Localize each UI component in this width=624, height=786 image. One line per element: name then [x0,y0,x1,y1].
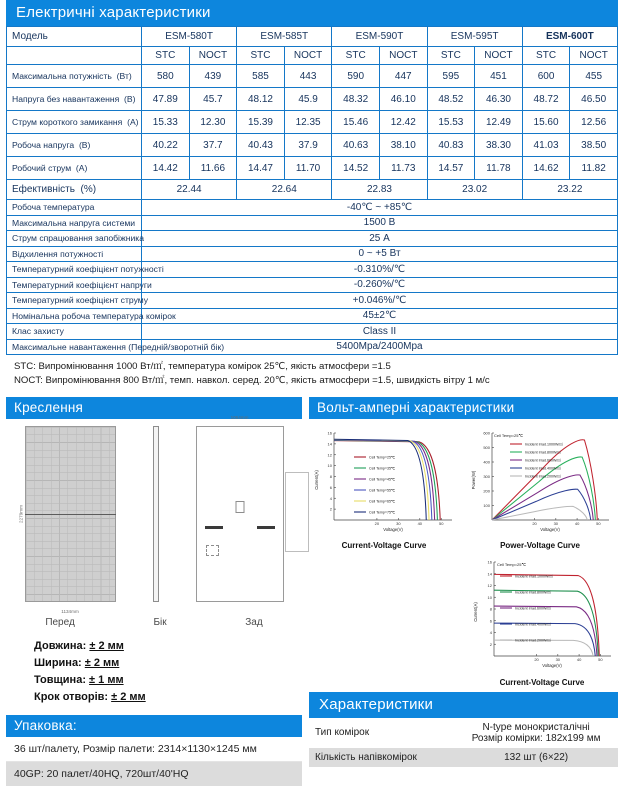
table-cell: 11.70 [284,157,332,180]
table-cell: 15.33 [142,111,190,134]
chart-pv-svg [464,425,616,543]
table-row [7,134,618,157]
table-cell: 585 [237,65,285,88]
condition-header: STC [237,47,285,65]
back-view-figure [196,414,284,602]
svg-text:40: 40 [417,520,423,526]
side-view-panel [153,426,159,602]
table-cell: 15.60 [522,111,570,134]
table-cell: 12.56 [570,111,618,134]
svg-text:4: 4 [329,495,332,501]
condition-header: STC [427,47,475,65]
table-cell: 14.52 [332,157,380,180]
front-view-figure [17,426,116,614]
svg-text:300: 300 [483,473,490,479]
table-cell: 40.43 [237,134,285,157]
svg-text:4: 4 [489,629,492,635]
svg-text:20: 20 [374,520,380,526]
svg-text:Voltage(V): Voltage(V) [383,526,403,532]
table-cell: 45±2℃ [142,308,618,324]
svg-text:12: 12 [487,582,492,588]
row-label: Максимальне навантаження (Передній/зворотній бік) [7,339,142,355]
packaging-row-container: 40GP: 20 палет/40HQ, 720шт/40'HQ [6,762,302,786]
chart-series-line [494,606,597,656]
table-cell: 40.22 [142,134,190,157]
table-row-conditions [7,47,618,65]
table-cell: 590 [332,65,380,88]
table-row-spec [7,324,618,340]
legend-label: Cell Temp=75℃ [369,510,396,515]
svg-text:12: 12 [327,452,332,458]
chart-pv-caption: Power-Voltage Curve [500,540,580,550]
packaging-banner: Упаковка: [6,715,302,737]
table-cell: 600 [522,65,570,88]
table-cell: 12.42 [379,111,427,134]
chart-current-voltage-temp [309,425,459,550]
svg-text:Voltage(V): Voltage(V) [542,662,562,668]
table-cell: 25 А [142,231,618,247]
svg-text:40: 40 [576,656,582,662]
table-cell: 451 [475,65,523,88]
row-label: Температурний коефіцієнт напруги [7,277,142,293]
legend-label: Incident Irrad.600W/㎡ [525,458,561,463]
table-row [7,88,618,111]
table-cell: +0.046%/℃ [142,293,618,309]
iv-section [309,397,618,786]
row-label: Номінальна робоча температура комірок [7,308,142,324]
svg-text:2: 2 [489,641,492,647]
front-dim-top [25,415,116,420]
iv-charts-bottom [309,550,618,687]
table-cell: 48.32 [332,88,380,111]
svg-text:40: 40 [574,520,580,526]
legend-label: Incident Irrad.1000W/㎡ [515,574,553,579]
table-cell: 11.73 [379,157,427,180]
condition-header: NOCT [570,47,618,65]
model-label: Модель [7,27,142,47]
row-label: Максимальна напруга системи [7,215,142,231]
svg-text:20: 20 [534,656,539,662]
packaging-section [6,715,302,786]
table-cell: 580 [142,65,190,88]
svg-text:600: 600 [483,430,490,436]
svg-text:10: 10 [327,462,332,468]
table-cell: 439 [189,65,237,88]
table-cell: 12.49 [475,111,523,134]
table-cell: 443 [284,65,332,88]
svg-text:Cell Temp=25℃: Cell Temp=25℃ [497,561,526,567]
iv-banner: Вольт-амперні характеристики [309,397,618,419]
condition-header: NOCT [475,47,523,65]
svg-text:2: 2 [329,506,332,512]
table-row-spec [7,215,618,231]
legend-label: Cell Temp=35℃ [369,466,396,471]
legend-label: Incident Irrad.200W/㎡ [515,638,551,643]
svg-text:8: 8 [329,473,332,479]
footnote-stc: STC: Випромінювання 1000 Вт/㎡, температура комірок 25℃, якість атмосфери =1.5 [14,361,391,372]
row-label: Струм спрацювання запобіжника [7,231,142,247]
characteristics-key: Тип комірок [315,727,370,739]
table-cell: 38.10 [379,134,427,157]
svg-text:400: 400 [483,459,490,465]
svg-text:Cell Temp=25℃: Cell Temp=25℃ [494,432,523,438]
svg-text:14: 14 [487,571,492,577]
table-cell: 22.83 [332,180,427,200]
tolerance-list [6,628,302,706]
svg-text:8: 8 [489,606,492,612]
table-cell: 48.52 [427,88,475,111]
svg-text:10: 10 [487,594,492,600]
chart-cv-irrad-caption: Current-Voltage Curve [499,677,585,687]
mounting-hole-detail [206,545,219,556]
legend-label: Incident Irrad.400W/㎡ [525,466,561,471]
svg-text:Current(A): Current(A) [473,602,478,622]
legend-label: Incident Irrad.200W/㎡ [525,474,561,479]
characteristics-section [309,692,618,767]
row-label: Температурний коефіцієнт струму [7,293,142,309]
table-cell: 41.03 [522,134,570,157]
characteristics-value: N-type монокристалічні Розмір комірки: 182x199 мм [471,721,601,744]
table-row-spec [7,200,618,216]
view-label-back: Зад [245,616,263,628]
iv-charts-top [309,419,618,550]
table-cell: 11.82 [570,157,618,180]
table-cell: 1500 В [142,215,618,231]
electrical-section [0,0,624,391]
chart-current-voltage-irrad [466,554,618,687]
condition-header: STC [332,47,380,65]
table-row-spec [7,277,618,293]
svg-text:20: 20 [532,520,537,526]
table-row [7,157,618,180]
table-row-models [7,27,618,47]
table-cell: 455 [570,65,618,88]
characteristics-banner: Характеристики [309,692,618,718]
table-cell: 11.78 [475,157,523,180]
svg-text:6: 6 [489,618,492,624]
row-label: Ефективність (%) [7,180,142,200]
table-cell: 595 [427,65,475,88]
electrical-table [6,26,618,355]
svg-text:16: 16 [327,430,332,436]
table-cell: 38.50 [570,134,618,157]
model-header: ESM-600T [522,27,617,47]
table-cell: 5400Mpa/2400Mpa [142,339,618,355]
legend-label: Incident Irrad.800W/㎡ [515,590,551,595]
side-view-figure [153,426,159,602]
drawings-figures [6,414,302,615]
svg-text:30: 30 [553,520,559,526]
svg-text:100: 100 [483,502,490,508]
svg-text:50: 50 [439,520,444,526]
back-detail-callout [285,472,309,552]
table-cell: 22.44 [142,180,237,200]
view-labels [6,617,302,628]
footnotes [6,355,618,391]
table-cell: -0.310%/℃ [142,262,618,278]
table-cell: 37.7 [189,134,237,157]
svg-text:6: 6 [329,484,332,490]
table-row-spec [7,308,618,324]
condition-header: NOCT [379,47,427,65]
table-cell: 0 ~ +5 Вт [142,246,618,262]
mounting-bar-left [205,526,223,529]
characteristics-value: 132 шт (6×22) [454,748,618,767]
table-cell: 40.63 [332,134,380,157]
table-cell: 14.42 [142,157,190,180]
table-cell: 447 [379,65,427,88]
table-cell: 14.47 [237,157,285,180]
tolerance-item: Довжина: ± 2 мм [34,639,124,652]
svg-text:200: 200 [483,488,490,494]
table-cell: 12.35 [284,111,332,134]
table-cell: 12.30 [189,111,237,134]
model-header: ESM-580T [142,27,237,47]
characteristics-table [309,718,618,767]
table-cell: Class II [142,324,618,340]
legend-label: Incident Irrad.800W/㎡ [525,450,561,455]
row-label: Струм короткого замикання (А) [7,111,142,134]
characteristics-row [309,718,618,748]
table-cell: 15.39 [237,111,285,134]
legend-label: Cell Temp=65℃ [369,499,396,504]
table-cell: 48.72 [522,88,570,111]
row-label: Максимальна потужність (Вт) [7,65,142,88]
svg-text:Power(W): Power(W) [471,470,476,490]
table-row-spec [7,293,618,309]
electrical-banner: Електричні характеристики [6,0,618,26]
legend-label: Cell Temp=25℃ [369,455,396,460]
drawings-section [6,397,302,786]
svg-text:500: 500 [483,444,490,450]
svg-text:Voltage(V): Voltage(V) [540,526,560,532]
tolerance-item: Товщина: ± 1 мм [34,673,124,686]
legend-label: Cell Temp=45℃ [369,477,396,482]
model-header: ESM-595T [427,27,522,47]
table-cell: 37.9 [284,134,332,157]
table-row [7,111,618,134]
table-cell: 48.12 [237,88,285,111]
table-row-spec [7,246,618,262]
condition-blank [7,47,142,65]
row-label: Температурний коефіцієнт потужності [7,262,142,278]
junction-box-icon [235,501,244,513]
condition-header: NOCT [189,47,237,65]
table-cell: 14.62 [522,157,570,180]
table-cell: 11.66 [189,157,237,180]
table-cell: 40.83 [427,134,475,157]
chart-series-line [494,574,599,656]
packaging-row-pallet: 36 шт/палету, Розмір палети: 2314×1130×1245 мм [6,737,302,762]
legend-label: Cell Temp=55℃ [369,488,396,493]
svg-text:50: 50 [596,520,601,526]
table-cell: -40℃ ~ +85℃ [142,200,618,216]
svg-text:16: 16 [487,559,492,565]
table-cell: 45.7 [189,88,237,111]
table-cell: -0.260%/℃ [142,277,618,293]
drawings-banner: Креслення [6,397,302,419]
chart-cv-temp-caption: Current-Voltage Curve [341,540,427,550]
table-cell: 14.57 [427,157,475,180]
model-header: ESM-585T [237,27,332,47]
table-cell: 22.64 [237,180,332,200]
row-label: Робоча напруга (В) [7,134,142,157]
table-row-spec [7,231,618,247]
lower-columns [0,397,624,786]
table-cell: 45.9 [284,88,332,111]
back-dim-width: 1064mm [230,414,249,420]
legend-label: Incident Irrad.400W/㎡ [515,622,551,627]
model-header: ESM-590T [332,27,427,47]
table-row [7,65,618,88]
characteristics-key: Кількість напівкомірок [309,748,454,767]
table-cell: 23.22 [522,180,617,200]
condition-header: NOCT [284,47,332,65]
table-cell: 47.89 [142,88,190,111]
front-view-panel [25,426,116,602]
back-view-panel [196,426,284,602]
legend-label: Incident Irrad.600W/㎡ [515,606,551,611]
table-cell: 23.02 [427,180,522,200]
view-label-front: Перед [45,616,75,628]
row-label: Клас захисту [7,324,142,340]
chart-power-voltage [464,425,616,550]
svg-text:30: 30 [396,520,401,526]
front-dim-width: 1134mm [61,608,79,614]
chart-cv-temp-svg [309,425,459,543]
mounting-bar-right [257,526,275,529]
table-row-spec [7,262,618,278]
tolerance-item: Ширина: ± 2 мм [34,656,120,669]
characteristics-row [309,748,618,767]
svg-text:Current(A): Current(A) [314,470,319,490]
condition-header: STC [522,47,570,65]
chart-cv-irrad-svg [466,554,618,680]
condition-header: STC [142,47,190,65]
table-row-spec [7,339,618,355]
row-label: Робочий струм (А) [7,157,142,180]
legend-label: Incident Irrad.1000W/㎡ [525,442,563,447]
row-label: Напруга без навантаження (В) [7,88,142,111]
table-row-efficiency [7,180,618,200]
front-dim-height: 2279mm [17,504,23,523]
view-label-side: Бік [153,616,167,628]
table-cell: 46.50 [570,88,618,111]
table-cell: 46.10 [379,88,427,111]
svg-text:50: 50 [598,656,603,662]
row-label: Робоча температура [7,200,142,216]
row-label: Відхилення потужності [7,246,142,262]
table-cell: 15.46 [332,111,380,134]
tolerance-item: Крок отворів: ± 2 мм [34,690,146,703]
footnote-noct: NOCT: Випромінювання 800 Вт/㎡, темп. навкол. серед. 20℃, якість атмосфери =1.5, швидкість вітру 1 м/с [14,375,490,387]
svg-text:30: 30 [555,656,561,662]
table-cell: 38.30 [475,134,523,157]
table-cell: 15.53 [427,111,475,134]
svg-text:14: 14 [327,441,332,447]
table-cell: 46.30 [475,88,523,111]
